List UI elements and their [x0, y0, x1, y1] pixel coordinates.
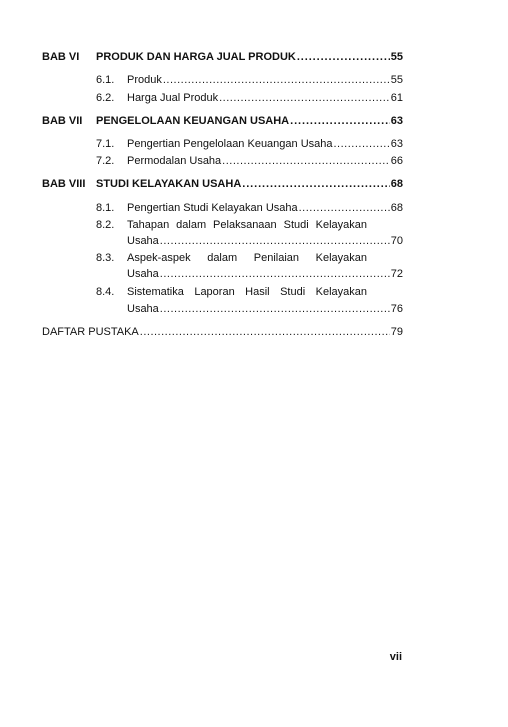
- chapter-title: PRODUK DAN HARGA JUAL PRODUK: [96, 51, 296, 63]
- section-title: Pengertian Studi Kelayakan Usaha: [127, 202, 298, 214]
- section-number: 8.4.: [96, 286, 115, 298]
- section-number: 8.2.: [96, 219, 115, 231]
- section-title-line[interactable]: Tahapan dalam Pelaksanaan Studi Kelayakan: [127, 219, 367, 231]
- section-title: Permodalan Usaha: [127, 155, 222, 167]
- toc-entry-6-1[interactable]: [127, 73, 403, 87]
- toc-entry-8-2[interactable]: [127, 234, 403, 248]
- dot-leader: [219, 91, 390, 105]
- chapter-title: PENGELOLAAN KEUANGAN USAHA: [96, 115, 290, 127]
- section-number: 7.2.: [96, 155, 115, 167]
- dot-leader: [297, 50, 390, 64]
- page-number: 63: [390, 138, 403, 150]
- section-number: 8.1.: [96, 202, 115, 214]
- toc-entry-8-1[interactable]: [127, 201, 403, 215]
- section-title: Harga Jual Produk: [127, 92, 219, 104]
- toc-entry-7-2[interactable]: [127, 154, 403, 168]
- section-title-line[interactable]: Aspek-aspek dalam Penilaian Kelayakan: [127, 252, 367, 264]
- section-number: 6.1.: [96, 74, 115, 86]
- section-title-continued: Usaha: [127, 235, 159, 247]
- toc-entry-8-3[interactable]: [127, 267, 403, 281]
- section-title-continued: Usaha: [127, 303, 159, 315]
- page-number: 70: [390, 235, 403, 247]
- section-title: Pengertian Pengelolaan Keuangan Usaha: [127, 138, 333, 150]
- section-title-continued: Usaha: [127, 268, 159, 280]
- page-number: 72: [390, 268, 403, 280]
- chapter-number: BAB VI: [42, 51, 80, 63]
- toc-entry-8-4[interactable]: [127, 302, 403, 316]
- dot-leader: [160, 302, 390, 316]
- dot-leader: [163, 73, 390, 87]
- page-number: 68: [390, 178, 403, 190]
- toc-entry-6-2[interactable]: [127, 91, 403, 105]
- toc-chapter-7[interactable]: [96, 114, 403, 128]
- chapter-number: BAB VIII: [42, 178, 86, 190]
- page-number: 55: [390, 74, 403, 86]
- page-number: 61: [390, 92, 403, 104]
- dot-leader: [140, 325, 390, 339]
- page-number: 63: [390, 115, 403, 127]
- page-number: 79: [390, 326, 403, 338]
- chapter-title: STUDI KELAYAKAN USAHA: [96, 178, 242, 190]
- page-number: 76: [390, 303, 403, 315]
- chapter-number: BAB VII: [42, 115, 83, 127]
- dot-leader: [160, 267, 390, 281]
- dot-leader: [290, 114, 390, 128]
- section-title: Produk: [127, 74, 162, 86]
- toc-daftar-pustaka[interactable]: [42, 325, 403, 339]
- dot-leader: [299, 201, 390, 215]
- dot-leader: [160, 234, 390, 248]
- section-number: 6.2.: [96, 92, 115, 104]
- section-number: 7.1.: [96, 138, 115, 150]
- toc-entry-7-1[interactable]: [127, 137, 403, 151]
- page-folio: vii: [389, 651, 402, 663]
- dot-leader: [242, 177, 389, 191]
- section-number: 8.3.: [96, 252, 115, 264]
- toc-chapter-6[interactable]: [96, 50, 403, 64]
- dot-leader: [334, 137, 390, 151]
- page-number: 68: [390, 202, 403, 214]
- dot-leader: [222, 154, 390, 168]
- page-number: 55: [390, 51, 403, 63]
- bibliography-title: DAFTAR PUSTAKA: [42, 326, 139, 338]
- toc-chapter-8[interactable]: [96, 177, 403, 191]
- section-title-line[interactable]: Sistematika Laporan Hasil Studi Kelayakan: [127, 286, 367, 298]
- page-number: 66: [390, 155, 403, 167]
